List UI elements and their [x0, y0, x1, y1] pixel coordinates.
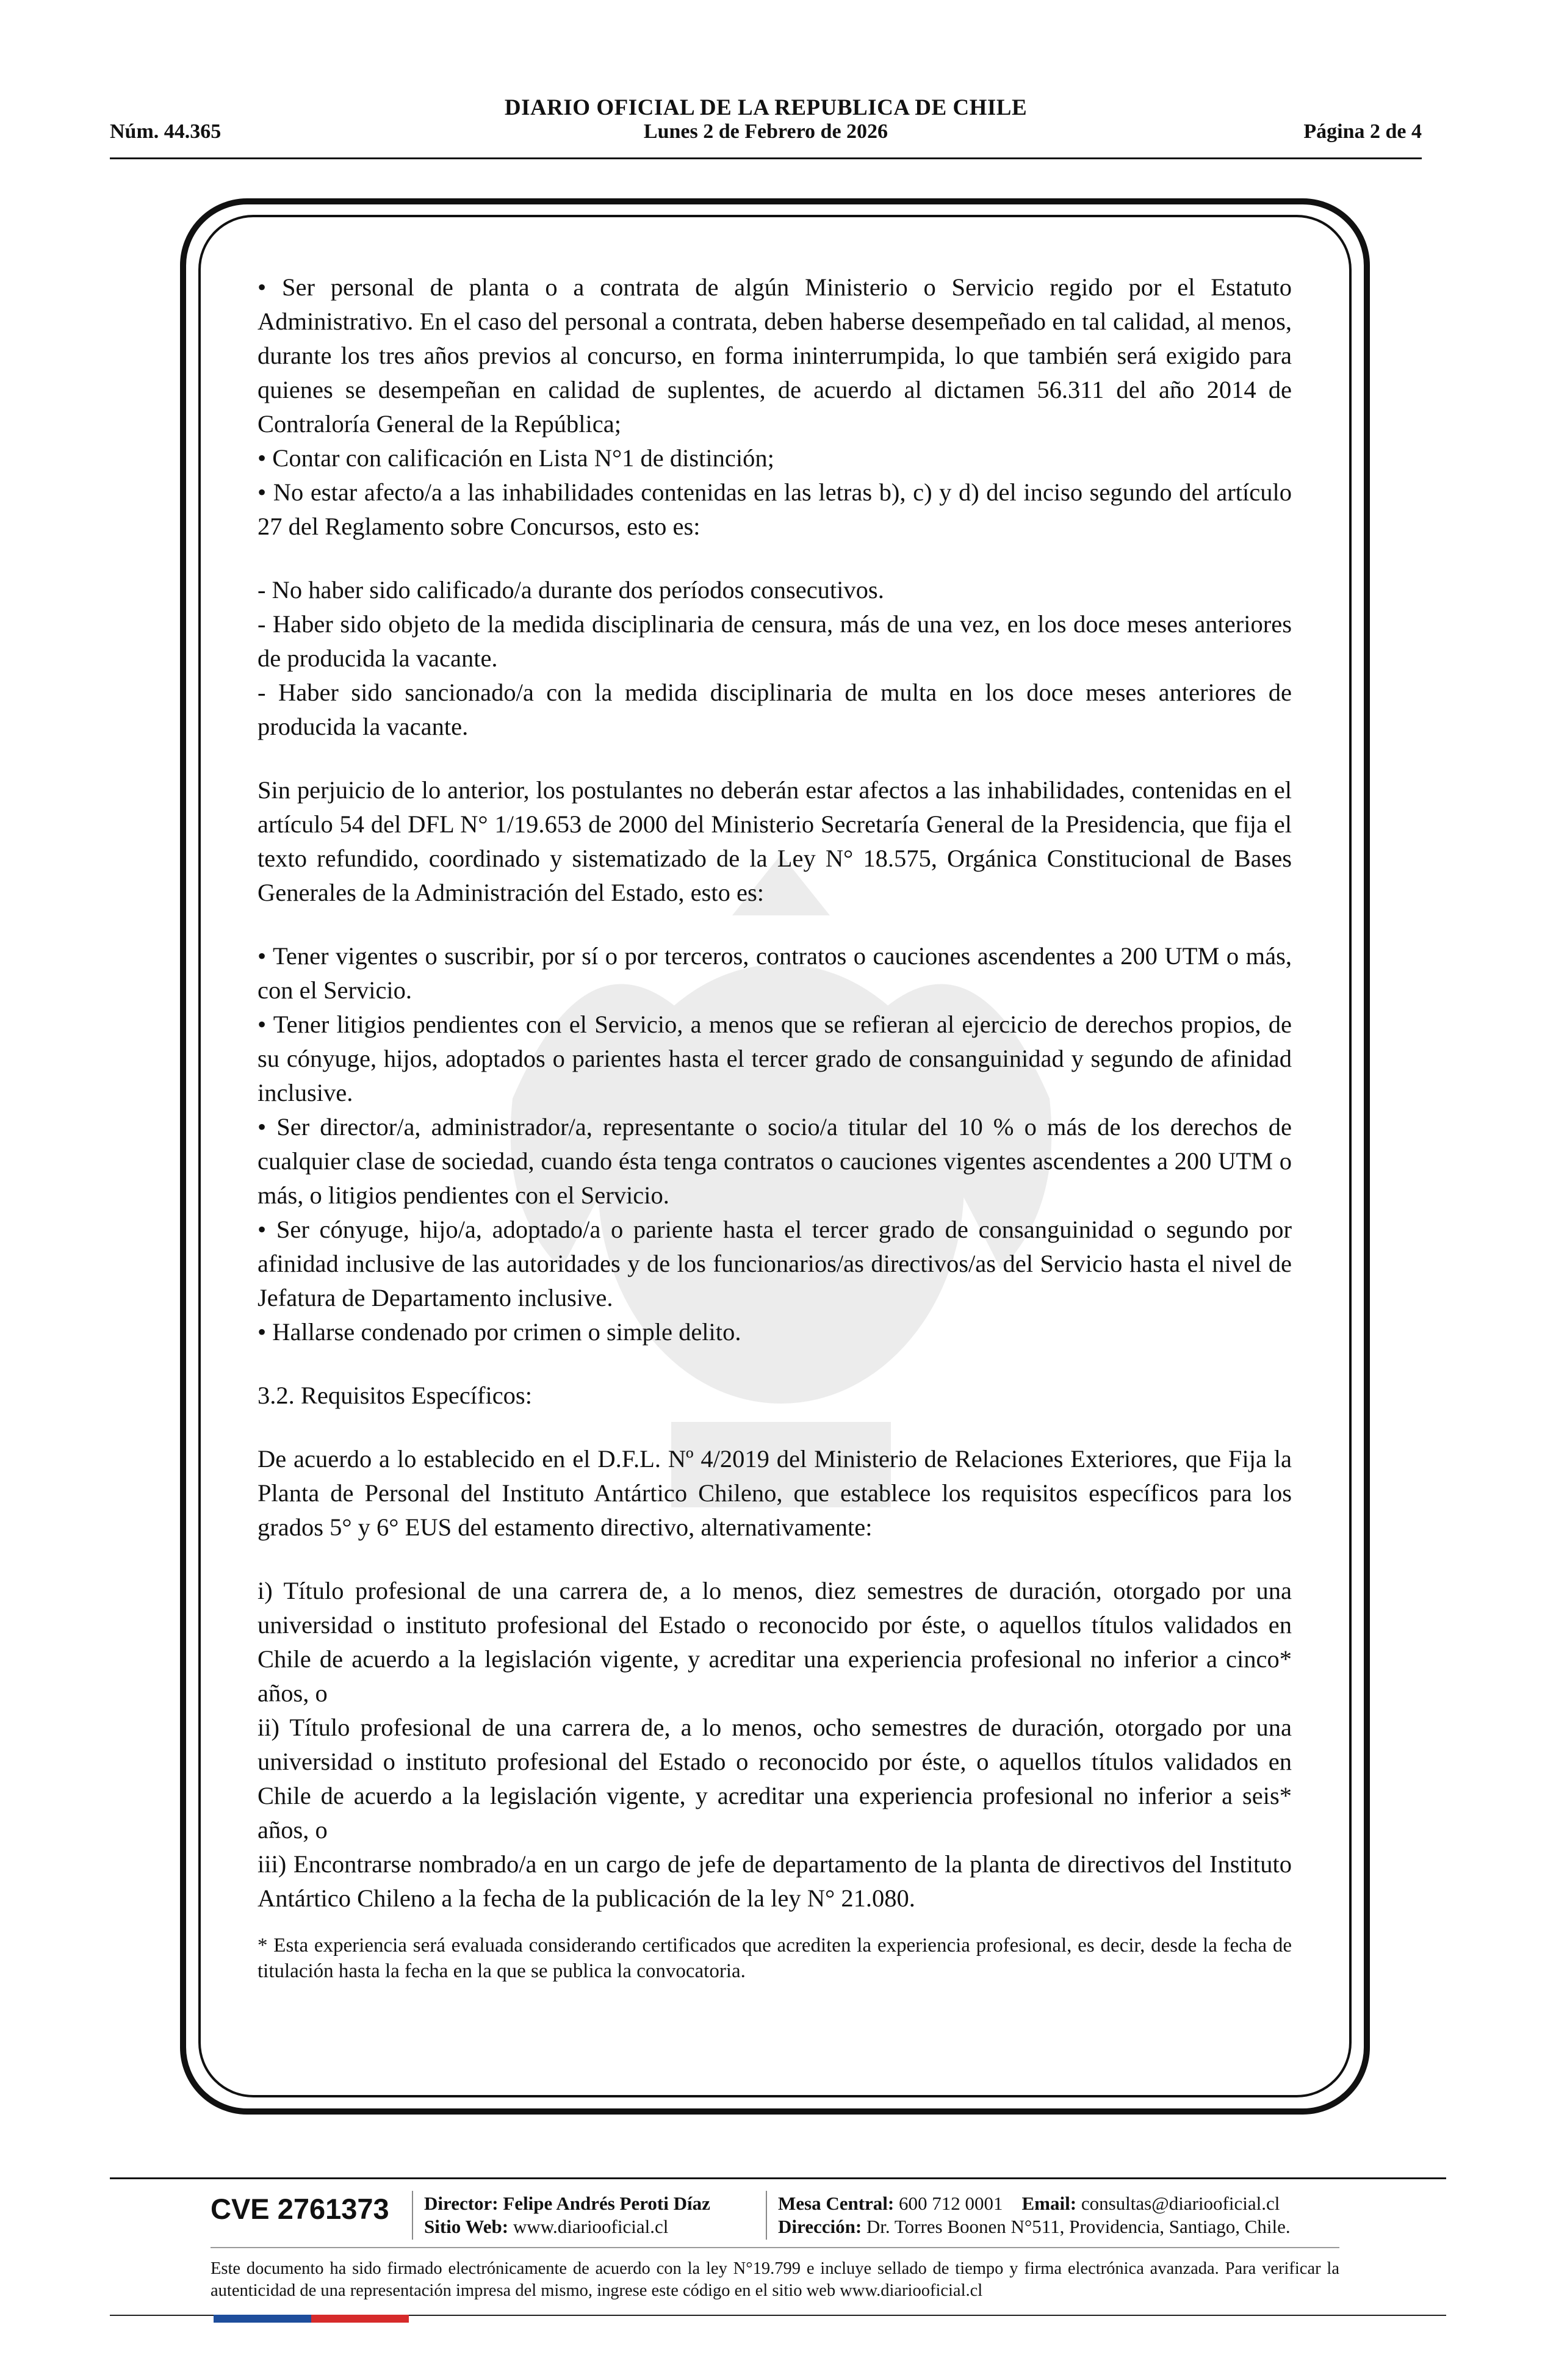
footer-contact-block: [778, 2192, 1291, 2238]
bullet-planta-contrata: • Ser personal de planta o a contrata de algún Ministerio o Servicio regido por el Estatuto Administrativo. En el caso del personal a contrata, deben haberse desempeñado en tal calidad, al menos, durante los tres años previos al concurso, en forma ininterrumpida, lo que también será exigido para quienes se desempeñan en calidad de suplentes, de acuerdo al dictamen 56.311 del año 2014 de Contraloría General de la República;: [258, 273, 1292, 438]
email-link[interactable]: consultas@diariooficial.cl: [1081, 2193, 1280, 2214]
footer-separator: [412, 2191, 413, 2240]
signature-note: Este documento ha sido firmado electrónicamente de acuerdo con la ley N°19.799 e incluye sellado de tiempo y firma electrónica avanzada. Para verificar la autenticidad de una representación impresa del mismo, ingrese este código en el sitio web www.diariooficial.cl: [211, 2259, 1339, 2300]
site-label: Sitio Web:: [424, 2216, 509, 2237]
bullet-condenado: • Hallarse condenado por crimen o simple delito.: [258, 1318, 741, 1346]
requirement-i: i) Título profesional de una carrera de, a lo menos, diez semestres de duración, otorgado por una universidad o instituto profesional del Estado o reconocido por éste, o aquellos títulos validados en Chile de acuerdo a la legislación vigente, y acreditar una experiencia profesional no inferior a cinco* años, o: [258, 1577, 1292, 1707]
dash-multa: - Haber sido sancionado/a con la medida disciplinaria de multa en los doce meses anteriores de producida la vacante.: [258, 679, 1292, 740]
header-divider: [110, 157, 1422, 159]
page-number: Página 2 de 4: [1303, 120, 1422, 143]
flag-stripe-blue: [214, 2315, 311, 2323]
document-body: [258, 270, 1292, 1984]
footer-director-block: [424, 2192, 710, 2238]
email-label: Email:: [1021, 2193, 1077, 2214]
director-name: Felipe Andrés Peroti Díaz: [503, 2193, 710, 2214]
paragraph-dfl: De acuerdo a lo establecido en el D.F.L. Nº 4/2019 del Ministerio de Relaciones Exteriores, que Fija la Planta de Personal del Instituto Antártico Chileno, que establece los requisitos específicos para los grados 5° y 6° EUS del estamento directivo, alternativamente:: [258, 1445, 1292, 1541]
footer-separator: [766, 2191, 767, 2240]
mesa-phone: 600 712 0001: [899, 2193, 1003, 2214]
section-heading-requisitos: 3.2. Requisitos Específicos:: [258, 1382, 532, 1409]
bullet-director: • Ser director/a, administrador/a, representante o socio/a titular del 10 % o más de los derechos de cualquier clase de sociedad, cuando ésta tenga contratos o cauciones vigentes ascendentes a 200 UTM o más, o litigios pendientes con el Servicio.: [258, 1113, 1292, 1209]
bullet-litigios: • Tener litigios pendientes con el Servicio, a menos que se refieran al ejercicio de derechos propios, de su cónyuge, hijos, adoptados o parientes hasta el tercer grado de consanguinidad y segundo de afinidad inclusive.: [258, 1011, 1292, 1106]
page-header: [110, 95, 1422, 156]
requirement-ii: ii) Título profesional de una carrera de, a lo menos, ocho semestres de duración, otorgado por una universidad o instituto profesional del Estado o reconocido por éste, o aquellos títulos validados en Chile de acuerdo a la legislación vigente, y acreditar una experiencia profesional no inferior a seis* años, o: [258, 1714, 1292, 1844]
director-label: Director:: [424, 2193, 499, 2214]
newspaper-title: DIARIO OFICIAL DE LA REPUBLICA DE CHILE: [504, 95, 1028, 120]
address-label: Dirección:: [778, 2216, 862, 2237]
bullet-inhabilidades: • No estar afecto/a a las inhabilidades contenidas en las letras b), c) y d) del inciso segundo del artículo 27 del Reglamento sobre Concursos, esto es:: [258, 478, 1292, 540]
issue-date: Lunes 2 de Febrero de 2026: [643, 120, 888, 143]
footer-divider-mid: [211, 2247, 1339, 2248]
site-link[interactable]: www.diariooficial.cl: [513, 2216, 669, 2237]
paragraph-sin-perjuicio: Sin perjuicio de lo anterior, los postulantes no deberán estar afectos a las inhabilidades, contenidas en el artículo 54 del DFL N° 1/19.653 de 2000 del Ministerio Secretaría General de la Presidencia, que fija el texto refundido, coordinado y sistematizado de la Ley N° 18.575, Orgánica Constitucional de Bases Generales de la Administración del Estado, esto es:: [258, 776, 1292, 906]
address-value: Dr. Torres Boonen N°511, Providencia, Santiago, Chile.: [866, 2216, 1291, 2237]
flag-stripe-red: [311, 2315, 409, 2323]
dash-censura: - Haber sido objeto de la medida disciplinaria de censura, más de una vez, en los doce meses anteriores de producida la vacante.: [258, 610, 1292, 672]
mesa-label: Mesa Central:: [778, 2193, 895, 2214]
experience-footnote: * Esta experiencia será evaluada considerando certificados que acrediten la experiencia profesional, es decir, desde la fecha de titulación hasta la fecha en la que se publica la convocatoria.: [258, 1935, 1292, 1982]
dash-calificado: - No haber sido calificado/a durante dos períodos consecutivos.: [258, 576, 884, 604]
footer-divider-top: [110, 2177, 1446, 2179]
requirement-iii: iii) Encontrarse nombrado/a en un cargo de jefe de departamento de la planta de directivos del Instituto Antártico Chileno a la fecha de la publicación de la ley N° 21.080.: [258, 1850, 1292, 1912]
bullet-calificacion: • Contar con calificación en Lista N°1 de distinción;: [258, 444, 774, 472]
bullet-contratos: • Tener vigentes o suscribir, por sí o por terceros, contratos o cauciones ascendentes a 200 UTM o más, con el Servicio.: [258, 942, 1292, 1004]
cve-code: CVE 2761373: [211, 2193, 389, 2225]
issue-number: Núm. 44.365: [110, 120, 222, 143]
bullet-conyuge: • Ser cónyuge, hijo/a, adoptado/a o pariente hasta el tercer grado de consanguinidad o segundo por afinidad inclusive de las autoridades y de los funcionarios/as directivos/as del Servicio hasta el nivel de Jefatura de Departamento inclusive.: [258, 1216, 1292, 1311]
